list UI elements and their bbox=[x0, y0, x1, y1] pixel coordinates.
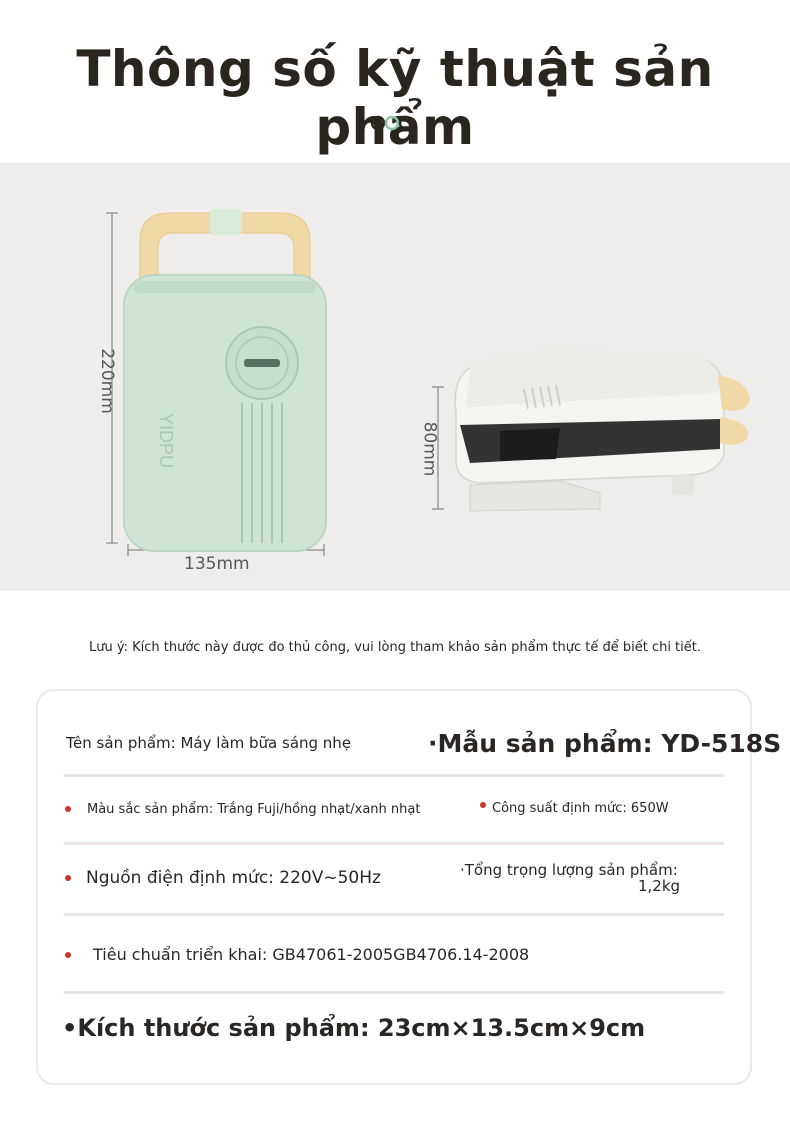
spec-weight-value: 1,2kg bbox=[638, 877, 681, 895]
spec-name: Tên sản phẩm: Máy làm bữa sáng nhẹ bbox=[66, 734, 352, 752]
bullet-dot bbox=[65, 806, 71, 812]
width-dimension-label: 135mm bbox=[184, 554, 250, 574]
measurement-note: Lưu ý: Kích thước này được đo thủ công, vui lòng tham khảo sản phẩm thực tế để biết chi tiết. bbox=[88, 640, 701, 655]
bullet-dot bbox=[65, 952, 71, 958]
divider bbox=[64, 991, 724, 994]
brand-logo: YIDPU bbox=[156, 413, 176, 469]
bullet-dot bbox=[65, 875, 71, 881]
bullet-dot bbox=[480, 802, 486, 808]
spec-voltage: Nguồn điện định mức: 220V~50Hz bbox=[86, 868, 381, 888]
side-height-dimension-label: 80mm bbox=[419, 421, 440, 477]
product-photo bbox=[0, 163, 790, 591]
spec-standard: Tiêu chuẩn triển khai: GB47061-2005GB4706.14-2008 bbox=[93, 945, 530, 964]
decorative-dots bbox=[370, 115, 416, 131]
spec-size: •Kích thước sản phẩm: 23cm×13.5cm×9cm bbox=[62, 1014, 646, 1042]
product-illustration bbox=[0, 163, 790, 591]
spec-model: ·Mẫu sản phẩm: YD-518S bbox=[428, 729, 782, 758]
divider bbox=[64, 842, 724, 845]
divider bbox=[64, 913, 724, 916]
height-dimension-label: 220mm bbox=[96, 348, 117, 414]
spec-weight-label: ·Tổng trọng lượng sản phẩm: bbox=[460, 861, 678, 879]
page-title: Thông số kỹ thuật sản phẩm bbox=[76, 40, 714, 156]
spec-color: Màu sắc sản phẩm: Trắng Fuji/hồng nhạt/xanh nhạt bbox=[87, 802, 421, 817]
divider bbox=[64, 774, 724, 777]
spec-power: Công suất định mức: 650W bbox=[492, 801, 669, 816]
